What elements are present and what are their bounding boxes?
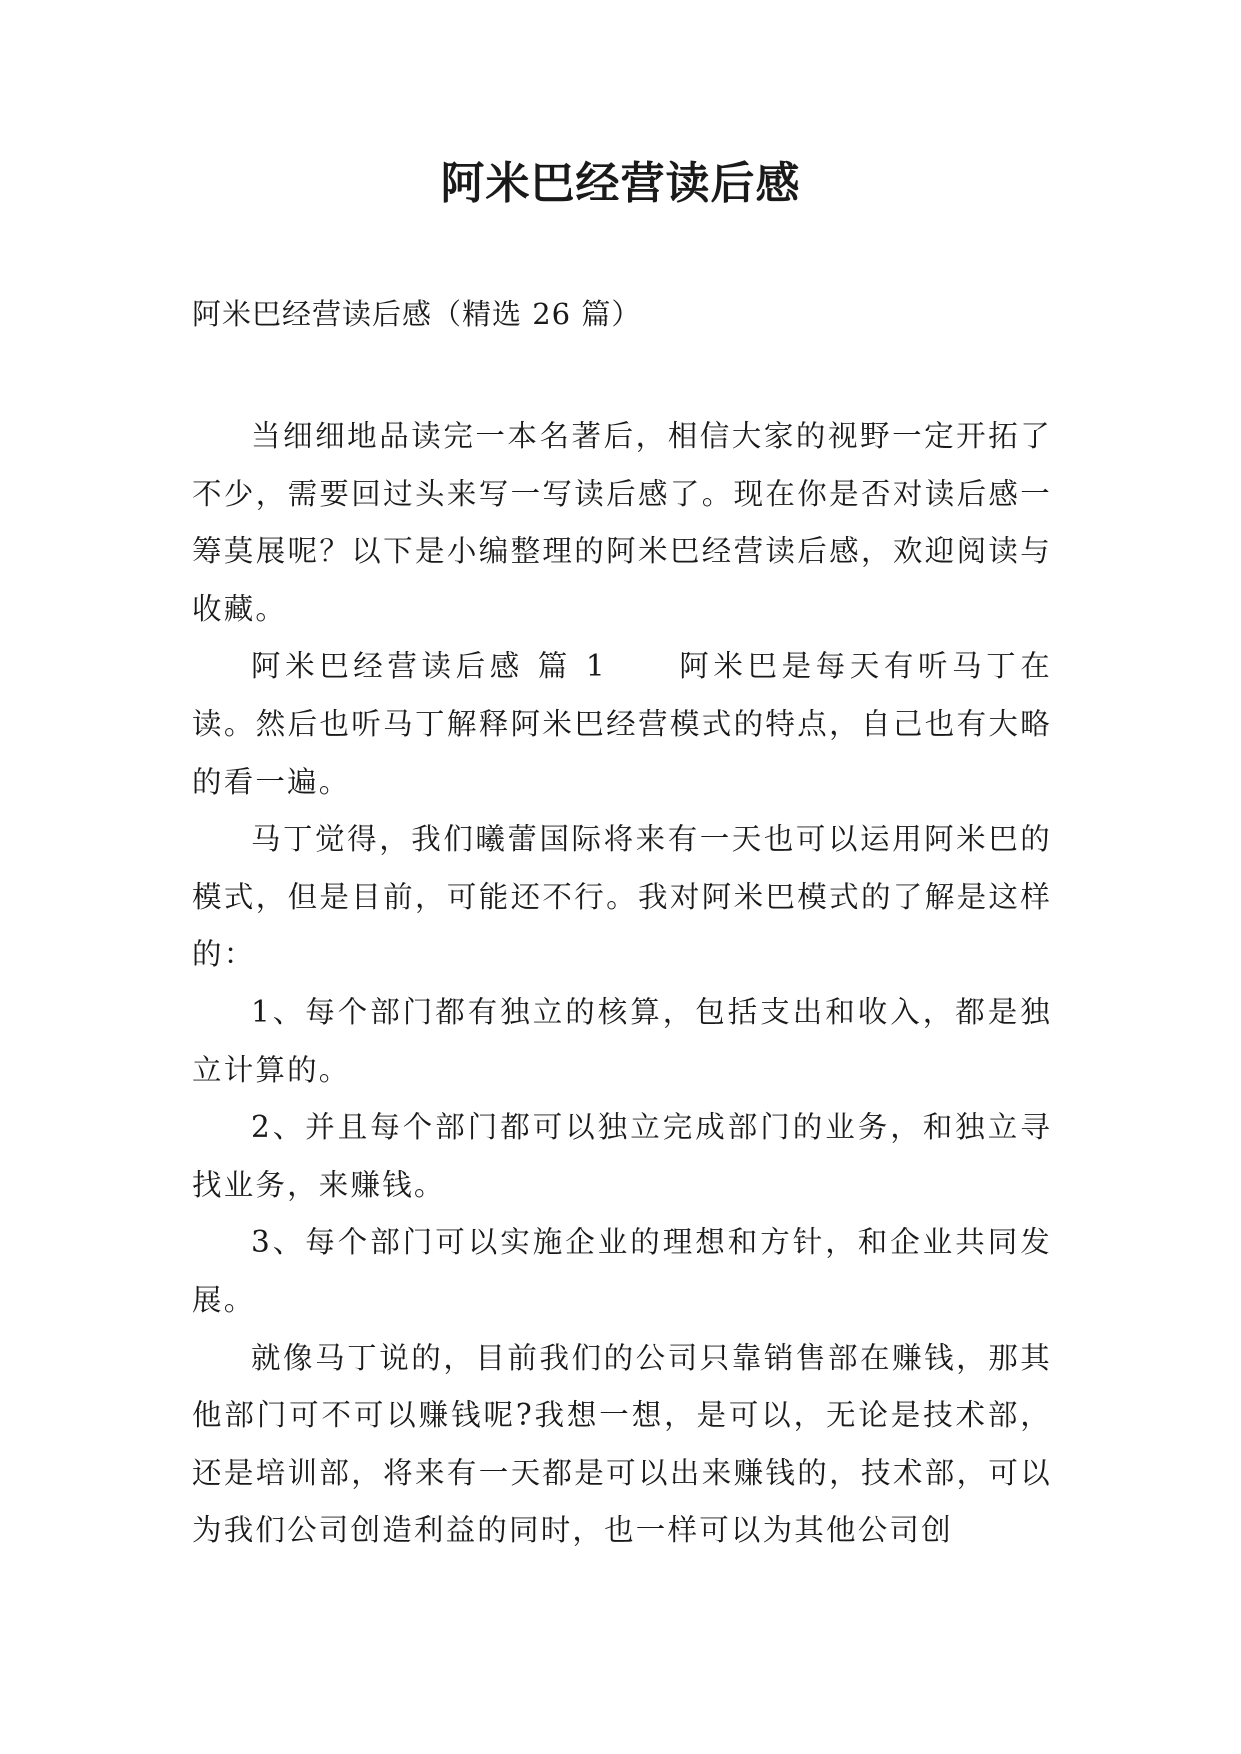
list-item-2: 2、并且每个部门都可以独立完成部门的业务，和独立寻找业务，来赚钱。 bbox=[192, 1110, 1052, 1202]
list-item-3: 3、每个部门可以实施企业的理想和方针，和企业共同发展。 bbox=[192, 1225, 1052, 1317]
document-title: 阿米巴经营读后感 bbox=[440, 158, 801, 209]
section-1-paragraph bbox=[192, 638, 1052, 811]
list-item-1: 1、每个部门都有独立的核算，包括支出和收入，都是独立计算的。 bbox=[192, 994, 1052, 1087]
section-1-heading: 阿米巴经营读后感 篇 1 bbox=[251, 649, 607, 684]
document-body bbox=[192, 408, 1052, 1560]
section-1-text: 阿米巴是每天有听马丁在读。然后也听马丁解释阿米巴经营模式的特点，自己也有大略的看一遍。 bbox=[192, 649, 1052, 799]
body-paragraph: 马丁觉得，我们曦蕾国际将来有一天也可以运用阿米巴的模式，但是目前，可能还不行。我对阿米巴模式的了解是这样的： bbox=[192, 822, 1052, 972]
body-paragraph: 就像马丁说的，目前我们的公司只靠销售部在赚钱，那其他部门可不可以赚钱呢?我想一想，是可以，无论是技术部，还是培训部，将来有一天都是可以出来赚钱的，技术部，可以为我们公司创造利益的同时，也一样可以为其他公司创 bbox=[192, 1340, 1052, 1548]
document-subtitle: 阿米巴经营读后感（精选 26 篇） bbox=[192, 297, 642, 331]
intro-paragraph: 当细细地品读完一本名著后，相信大家的视野一定开拓了不少，需要回过头来写一写读后感了。现在你是否对读后感一筹莫展呢？以下是小编整理的阿米巴经营读后感，欢迎阅读与收藏。 bbox=[192, 419, 1052, 626]
